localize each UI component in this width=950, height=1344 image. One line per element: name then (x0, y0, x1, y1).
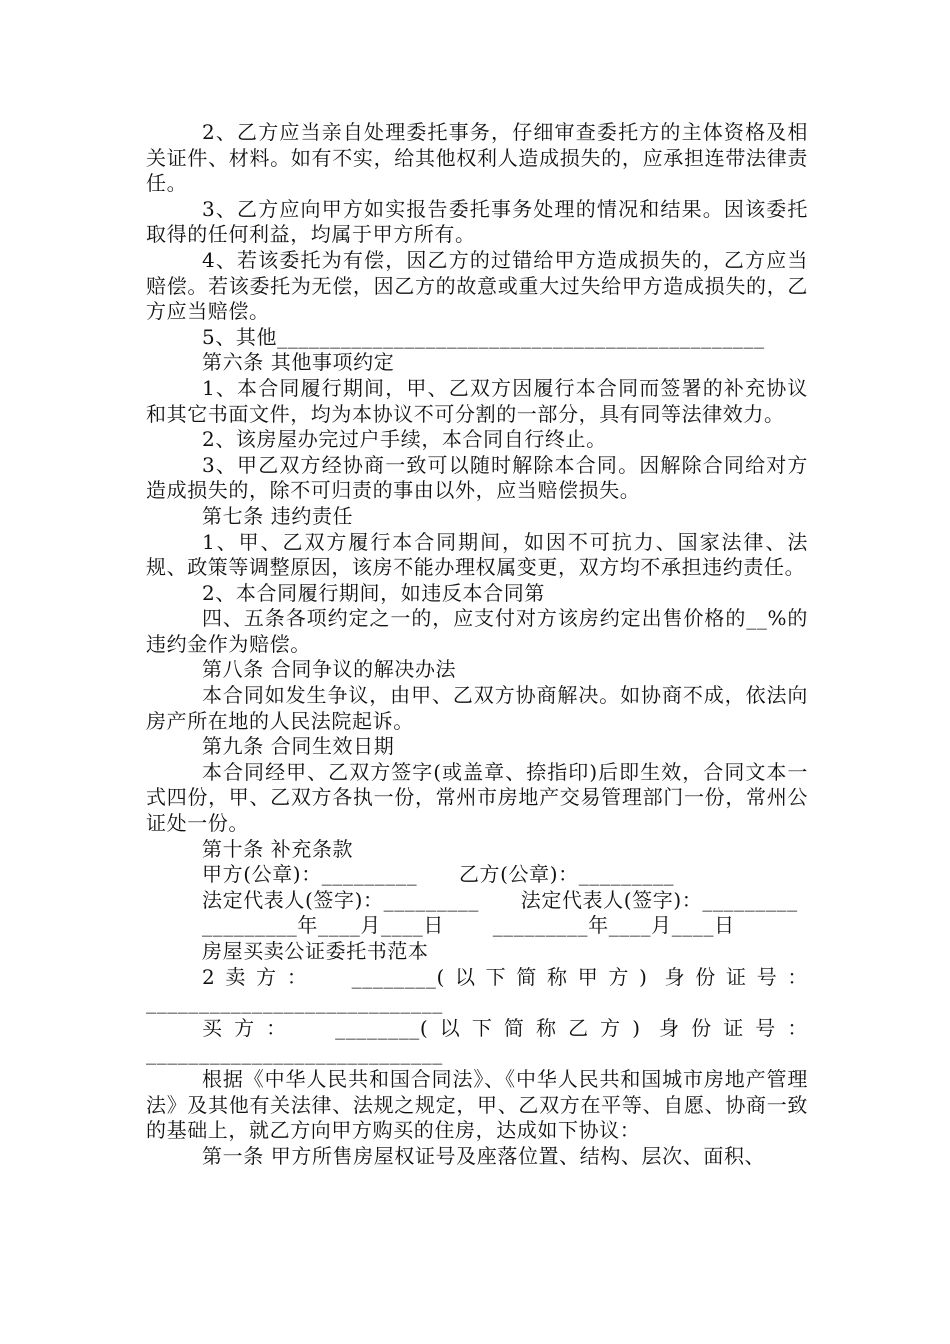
clause-2-paragraph: 2、乙方应当亲自处理委托事务，仔细审查委托方的主体资格及相关证件、材料。如有不实，给其他权利人造成损失的，应承担连带法律责任。 (146, 120, 808, 196)
article-6-item-3: 3、甲乙双方经协商一致可以随时解除本合同。因解除合同给对方造成损失的，除不可归责的事由以外，应当赔偿损失。 (146, 452, 808, 503)
buyer-line: 买方： ________(以下简称乙方) 身份证号：____________________________ (146, 1015, 808, 1066)
article-1-line: 第一条 甲方所售房屋权证号及座落位置、结构、层次、面积、 (202, 1143, 766, 1168)
template-title: 房屋买卖公证委托书范本 (202, 939, 429, 963)
article-8-body: 本合同如发生争议，由甲、乙双方协商解决。如协商不成，依法向房产所在地的人民法院起诉。 (146, 683, 808, 733)
document-page (146, 120, 808, 1169)
article-7-heading: 第七条 违约责任 (202, 503, 354, 528)
clause-4-paragraph: 4、若该委托为有偿，因乙方的过错给甲方造成损失的，乙方应当赔偿。若该委托为无偿，因乙方的故意或重大过失给甲方造成损失的，乙方应当赔偿。 (146, 247, 808, 324)
article-10-heading: 第十条 补充条款 (202, 836, 354, 861)
article-9-body: 本合同经甲、乙双方签字(或盖章、捺指印)后即生效，合同文本一式四份，甲、乙双方各执一份，常州市房地产交易管理部门一份，常州公证处一份。 (146, 759, 808, 836)
article-7-item-1: 1、甲、乙双方履行本合同期间，如因不可抗力、国家法律、法规、政策等调整原因，该房不能办理权属变更，双方均不承担违约责任。 (146, 529, 808, 580)
article-8-heading: 第八条 合同争议的解决办法 (202, 657, 457, 682)
preamble-paragraph: 根据《中华人民共和国合同法》、《中华人民共和国城市房地产管理法》及其他有关法律、法规之规定，甲、乙双方在平等、自愿、协商一致的基础上，就乙方向甲方购买的住房，达成如下协议： (146, 1066, 808, 1143)
seller-line: 2卖方： ________(以下简称甲方) 身份证号：____________________________ (146, 964, 808, 1015)
seal-line: 甲方(公章)：_________ 乙方(公章)：_________ (202, 862, 675, 887)
clause-5-paragraph: 5、其他______________________________________________ (202, 324, 765, 349)
article-7-item-2-cont: 四、五条各项约定之一的，应支付对方该房约定出售价格的__%的违约金作为赔偿。 (146, 606, 808, 656)
article-6-item-1: 1、本合同履行期间，甲、乙双方因履行本合同而签署的补充协议和其它书面文件，均为本协议不可分割的一部分，具有同等法律效力。 (146, 375, 808, 426)
article-6-heading: 第六条 其他事项约定 (202, 350, 395, 375)
article-6-item-2: 2、该房屋办完过户手续，本合同自行终止。 (202, 427, 607, 452)
article-9-heading: 第九条 合同生效日期 (202, 734, 395, 759)
clause-3-paragraph: 3、乙方应向甲方如实报告委托事务处理的情况和结果。因该委托取得的任何利益，均属于甲方所有。 (146, 196, 808, 247)
date-line: _________年____月____日 _________年____月____日 (202, 913, 735, 938)
representative-signature-line: 法定代表人(签字)：_________ 法定代表人(签字)：_________ (202, 887, 798, 912)
article-7-item-2: 2、本合同履行期间，如违反本合同第 (202, 580, 545, 605)
